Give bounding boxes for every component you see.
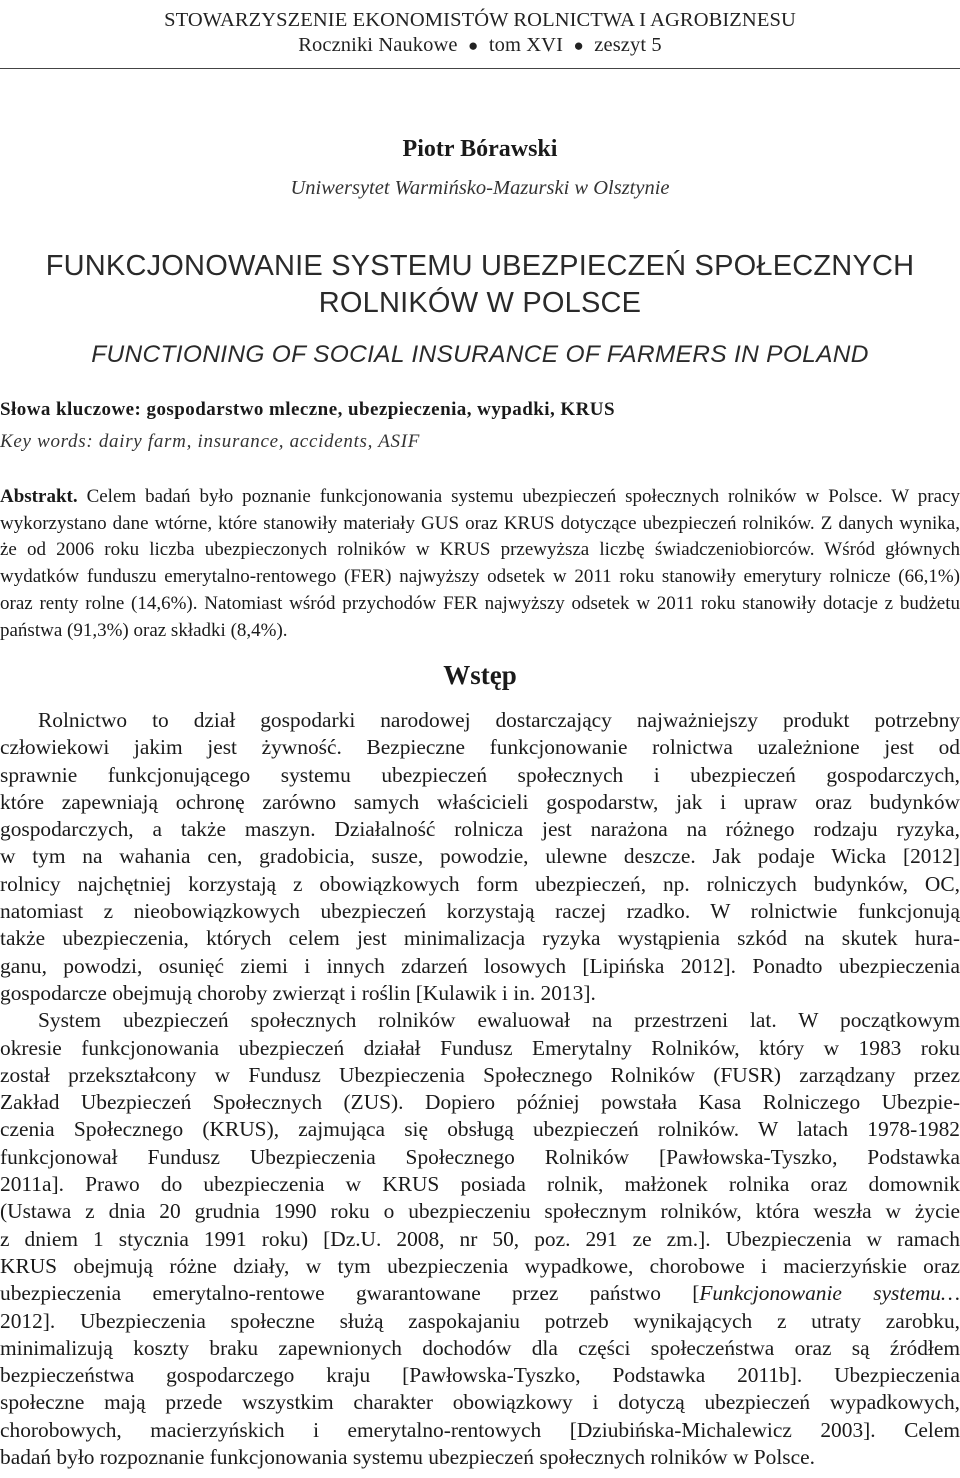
author-name: Piotr Bórawski — [402, 136, 558, 162]
abstract-text: Celem badań było poznanie funkcjonowania systemu ubezpieczeń społecznych rolników w Polsce. W pracy wykorzystano dane wtórne, które stanowiły materiały GUS oraz KRUS dotyczące ubezpieczeń rolników. Z danych wynika, że od 2006 roku liczba ubezpieczonych rolników w KRUS przewyższa liczbę świadczeniobiorców. Wśród głównych wydatków funduszu emerytalno-rentowego (FER) najwyższy odsetek w 2011 roku stanowiły emerytury rolnicze (66,1%) oraz renty rolne (14,6%). Natomiast wśród przychodów FER najwyższy odsetek w 2011 roku stanowiły dotacje z budżetu państwa (91,3%) oraz składki (8,4%). — [0, 486, 960, 641]
body-line: (Ustawa z dnia 20 grudnia 1990 roku o ubezpieczeniu społecznym rolników, która weszła w życie — [0, 1199, 960, 1224]
body-line: 2012]. Ubezpieczenia społeczne służą zaspokajaniu potrzeb wynikających z utraty zarobku, — [0, 1308, 960, 1333]
journal-series-line — [0, 33, 960, 58]
body-line: minimalizują koszty braku zapewnionych dochodów dla części społeczeństwa oraz są źródłem — [0, 1335, 960, 1360]
body-line: bezpieczeństwa gospodarczego kraju [Pawłowska-Tyszko, Podstawka 2011b]. Ubezpieczenia — [0, 1363, 960, 1388]
body-line: badań było rozpoznanie funkcjonowania systemu ubezpieczeń społecznych rolników w Polsce. — [0, 1445, 815, 1470]
keywords-english: Key words: dairy farm, insurance, accidents, ASIF — [0, 431, 421, 452]
body-line: rolnicy najchętniej korzystają z obowiązkowych form ubezpieczeń, np. rolniczych budynków, OC, — [0, 871, 960, 896]
abstract-label: Abstrakt. — [0, 486, 78, 507]
body-line: z dniem 1 stycznia 1991 roku) [Dz.U. 2008, nr 50, poz. 291 ze zm.]. Ubezpieczenia w ramach — [0, 1226, 960, 1251]
title-polish — [0, 248, 960, 322]
body-line: chorobowych, macierzyńskich i emerytalno-rentowych [Dziubińska-Michalewicz 2003]. Celem — [0, 1417, 960, 1442]
body-line: w tym na wahania cen, gradobicia, susze, powodzie, ulewne deszcze. Jak podaje Wicka [2012] — [0, 844, 960, 869]
body-line: także ubezpieczenia, których celem jest minimalizacja ryzyka wystąpienia szkód na skutek hura- — [0, 926, 960, 951]
body-line: System ubezpieczeń społecznych rolników ewaluował na przestrzeni lat. W początkowym — [38, 1008, 960, 1033]
journal-volume: tom XVI — [488, 34, 564, 56]
body-line: KRUS obejmują różne działy, w tym ubezpieczenia wypadkowe, chorobowe i macierzyńskie oraz — [0, 1253, 960, 1278]
body-line: funkcjonował Fundusz Ubezpieczenia Społecznego Rolników [Pawłowska-Tyszko, Podstawka — [0, 1144, 960, 1169]
body-line: człowiekowi jakim jest żywność. Bezpieczne funkcjonowanie rolnictwa uzależnione jest od — [0, 735, 960, 760]
body-line: sprawnie funkcjonującego systemu ubezpieczeń społecznych i ubezpieczeń gospodarczych, — [0, 762, 960, 787]
body-line: społeczne mają przede wszystkim charakter obowiązkowy i dotyczą ubezpieczeń wypadkowych, — [0, 1390, 960, 1415]
journal-series: Roczniki Naukowe — [298, 34, 458, 56]
keywords-polish: Słowa kluczowe: gospodarstwo mleczne, ubezpieczenia, wypadki, KRUS — [0, 399, 615, 420]
section-heading: Wstęp — [443, 660, 517, 690]
journal-issue: zeszyt 5 — [594, 34, 662, 56]
journal-header — [0, 8, 960, 58]
body-line: Zakład Ubezpieczeń Społecznych (ZUS). Dopiero później powstała Kasa Rolniczego Ubezpie- — [0, 1090, 960, 1115]
body-line: które zapewniają ochronę zarówno samych właścicieli gospodarstw, jak i upraw oraz budynków — [0, 789, 960, 814]
italic-reference: Funkcjonowanie systemu… — [699, 1281, 960, 1306]
body-line: natomiast z nieobowiązkowych ubezpieczeń korzystają raczej rzadko. W rolnictwie funkcjonują — [0, 899, 960, 924]
author-affiliation: Uniwersytet Warmińsko-Mazurski w Olsztynie — [290, 177, 670, 199]
title-polish-line-2: ROLNIKÓW W POLSCE — [318, 287, 642, 319]
body-line-with-italic-ref — [0, 1280, 960, 1307]
separator-dot: ● — [468, 36, 479, 55]
header-divider — [0, 68, 960, 69]
body-line: 2011a]. Prawo do ubezpieczenia w KRUS posiada rolnik, małżonek rolnika oraz domownik — [0, 1172, 960, 1197]
body-line: gospodarczych, a także maszyn. Działalność rolnicza jest narażona na różnego rodzaju ryzyka, — [0, 817, 960, 842]
body-line: został przekształcony w Fundusz Ubezpieczenia Społecznego Rolników (FUSR) zarządzany przez — [0, 1062, 960, 1087]
association-name: STOWARZYSZENIE EKONOMISTÓW ROLNICTWA I AGROBIZNESU — [164, 9, 796, 31]
body-line: gospodarcze obejmują choroby zwierząt i roślin [Kulawik i in. 2013]. — [0, 980, 596, 1005]
title-polish-line-1: FUNKCJONOWANIE SYSTEMU UBEZPIECZEŃ SPOŁECZNYCH — [45, 250, 915, 282]
body-line: ganu, powodzi, osunięć ziemi i innych zdarzeń losowych [Lipińska 2012]. Ponadto ubezpieczenia — [0, 953, 960, 978]
abstract — [0, 484, 960, 644]
section-body — [0, 707, 960, 1471]
title-english: FUNCTIONING OF SOCIAL INSURANCE OF FARMERS IN POLAND — [91, 341, 869, 368]
body-line: czenia Społecznego (KRUS), zajmująca się obsługą ubezpieczeń rolników. W latach 1978-1982 — [0, 1117, 960, 1142]
body-line: Rolnictwo to dział gospodarki narodowej dostarczający najważniejszy produkt potrzebny — [38, 708, 960, 732]
body-line-text: ubezpieczenia emerytalno-rentowe gwarantowane przez państwo [ — [0, 1281, 700, 1306]
separator-dot: ● — [573, 36, 584, 55]
body-line: okresie funkcjonowania ubezpieczeń działał Fundusz Emerytalny Rolników, który w 1983 roku — [0, 1035, 960, 1060]
